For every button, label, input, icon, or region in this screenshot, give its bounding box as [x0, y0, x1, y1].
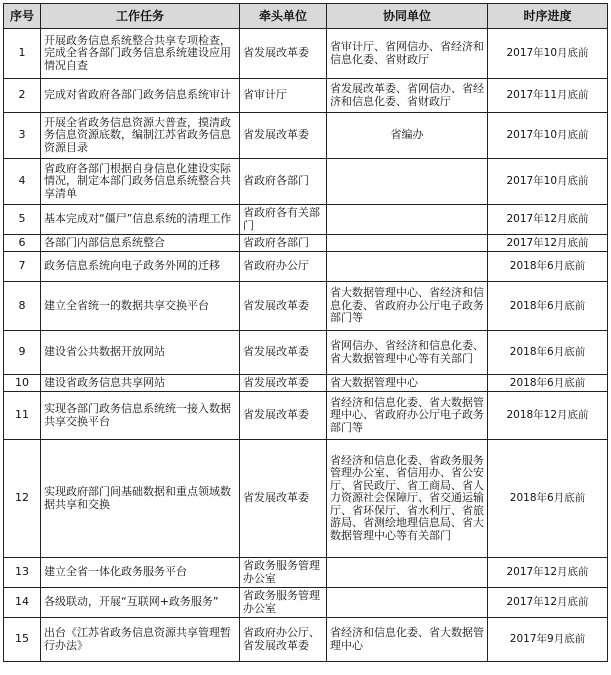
row-num: 11: [4, 392, 41, 440]
row-lead: 省发展改革委: [240, 440, 327, 558]
row-lead: 省政府各有关部门: [240, 205, 327, 235]
row-coop: 省编办: [327, 113, 488, 159]
task-table-container: [3, 3, 608, 662]
row-due: 2017年10月底前: [488, 113, 608, 159]
row-lead: 省发展改革委: [240, 282, 327, 331]
table-row: [4, 235, 608, 252]
row-num: 5: [4, 205, 41, 235]
row-lead: 省发展改革委: [240, 29, 327, 79]
row-task: 完成对省政府各部门政务信息系统审计: [41, 79, 240, 113]
table-row: [4, 29, 608, 79]
row-coop: 省经济和信息化委、省政务服务管理办公室、省信用办、省公安厅、省民政厅、省工商局、省人力资源社会保障厅、省交通运输厅、省环保厅、省水利厅、省旅游局、省测绘地理信息局、省大数据管理中心等有关部门: [327, 440, 488, 558]
row-task: 建立全省统一的数据共享交换平台: [41, 282, 240, 331]
row-coop: 省发展改革委、省网信办、省经济和信息化委、省财政厅: [327, 79, 488, 113]
row-lead: 省政务服务管理办公室: [240, 558, 327, 588]
row-due: 2017年11月底前: [488, 79, 608, 113]
row-num: 9: [4, 331, 41, 375]
table-row: [4, 375, 608, 392]
header-coop: 协同单位: [327, 4, 488, 29]
row-num: 13: [4, 558, 41, 588]
row-lead: 省发展改革委: [240, 375, 327, 392]
row-task: 建设省政务信息共享网站: [41, 375, 240, 392]
row-coop: 省大数据管理中心、省经济和信息化委、省政府办公厅电子政务部门等: [327, 282, 488, 331]
row-task: 各级联动，开展“互联网+政务服务”: [41, 588, 240, 618]
row-task: 各部门内部信息系统整合: [41, 235, 240, 252]
row-due: 2018年6月底前: [488, 252, 608, 282]
row-coop: 省审计厅、省网信办、省经济和信息化委、省财政厅: [327, 29, 488, 79]
row-task: 建设省公共数据开放网站: [41, 331, 240, 375]
row-task: 实现政府部门间基础数据和重点领域数据共享和交换: [41, 440, 240, 558]
row-due: 2018年6月底前: [488, 282, 608, 331]
header-task: 工作任务: [41, 4, 240, 29]
table-row: [4, 282, 608, 331]
row-num: 14: [4, 588, 41, 618]
table-row: [4, 113, 608, 159]
row-num: 4: [4, 159, 41, 205]
row-lead: 省发展改革委: [240, 392, 327, 440]
row-num: 10: [4, 375, 41, 392]
row-coop: [327, 588, 488, 618]
row-coop: 省经济和信息化委、省大数据管理中心: [327, 618, 488, 662]
row-due: 2017年12月底前: [488, 205, 608, 235]
row-num: 6: [4, 235, 41, 252]
row-due: 2018年12月底前: [488, 392, 608, 440]
table-row: [4, 558, 608, 588]
table-row: [4, 205, 608, 235]
row-due: 2017年12月底前: [488, 558, 608, 588]
header-num: 序号: [4, 4, 41, 29]
table-row: [4, 252, 608, 282]
row-num: 1: [4, 29, 41, 79]
row-task: 实现各部门政务信息系统统一接入数据共享交换平台: [41, 392, 240, 440]
row-lead: 省政府办公厅: [240, 252, 327, 282]
row-num: 8: [4, 282, 41, 331]
header-lead: 牵头单位: [240, 4, 327, 29]
task-schedule-table: [3, 3, 608, 662]
row-lead: 省政府各部门: [240, 159, 327, 205]
row-lead: 省政府各部门: [240, 235, 327, 252]
row-lead: 省审计厅: [240, 79, 327, 113]
row-coop: 省大数据管理中心: [327, 375, 488, 392]
row-coop: [327, 558, 488, 588]
table-row: [4, 440, 608, 558]
row-due: 2017年12月底前: [488, 588, 608, 618]
row-coop: [327, 205, 488, 235]
row-coop: [327, 252, 488, 282]
table-row: [4, 618, 608, 662]
row-due: 2018年6月底前: [488, 375, 608, 392]
row-num: 3: [4, 113, 41, 159]
table-row: [4, 79, 608, 113]
row-coop: 省经济和信息化委、省大数据管理中心、省政府办公厅电子政务部门等: [327, 392, 488, 440]
row-task: 政务信息系统向电子政务外网的迁移: [41, 252, 240, 282]
row-num: 7: [4, 252, 41, 282]
row-lead: 省政府办公厅、省发展改革委: [240, 618, 327, 662]
row-num: 15: [4, 618, 41, 662]
row-due: 2017年10月底前: [488, 29, 608, 79]
row-due: 2018年6月底前: [488, 331, 608, 375]
row-num: 12: [4, 440, 41, 558]
row-task: 建立全省一体化政务服务平台: [41, 558, 240, 588]
row-due: 2017年12月底前: [488, 235, 608, 252]
row-coop: [327, 235, 488, 252]
row-task: 开展政务信息系统整合共享专项检查，完成全省各部门政务信息系统建设应用情况自查: [41, 29, 240, 79]
row-due: 2017年9月底前: [488, 618, 608, 662]
table-row: [4, 159, 608, 205]
row-due: 2017年10月底前: [488, 159, 608, 205]
row-lead: 省政务服务管理办公室: [240, 588, 327, 618]
table-row: [4, 331, 608, 375]
row-coop: [327, 159, 488, 205]
row-due: 2018年6月底前: [488, 440, 608, 558]
row-num: 2: [4, 79, 41, 113]
row-lead: 省发展改革委: [240, 113, 327, 159]
row-lead: 省发展改革委: [240, 331, 327, 375]
table-row: [4, 588, 608, 618]
row-task: 开展全省政务信息资源大普查，摸清政务信息资源底数，编制江苏省政务信息资源目录: [41, 113, 240, 159]
row-coop: 省网信办、省经济和信息化委、省大数据管理中心等有关部门: [327, 331, 488, 375]
table-header-row: [4, 4, 608, 29]
header-due: 时序进度: [488, 4, 608, 29]
row-task: 基本完成对“僵尸”信息系统的清理工作: [41, 205, 240, 235]
table-row: [4, 392, 608, 440]
row-task: 出台《江苏省政务信息资源共享管理暂行办法》: [41, 618, 240, 662]
row-task: 省政府各部门根据自身信息化建设实际情况，制定本部门政务信息系统整合共享清单: [41, 159, 240, 205]
